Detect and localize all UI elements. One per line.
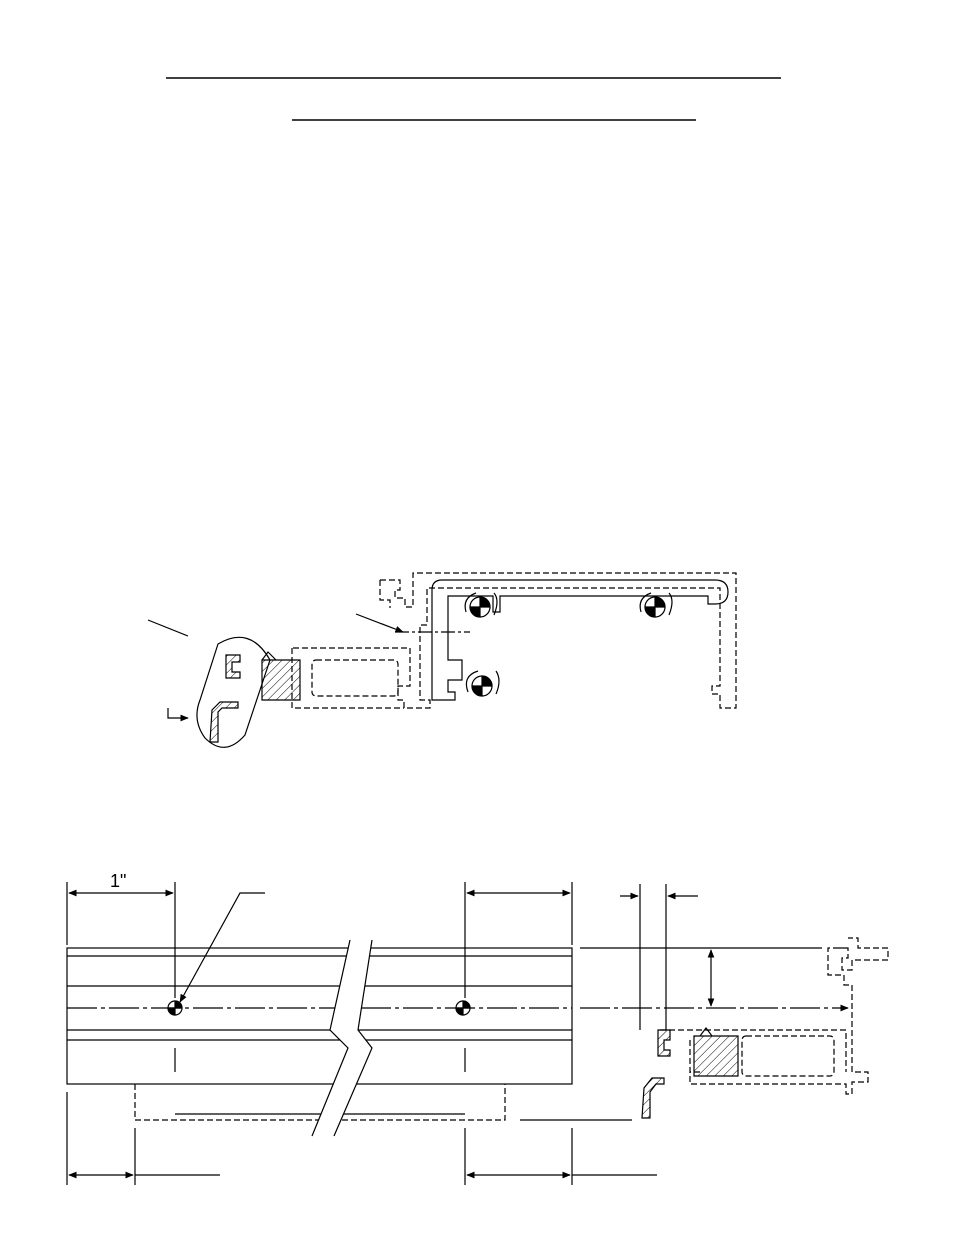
detail-thermal-lip	[700, 1028, 712, 1036]
fastener-2-q1	[463, 1001, 470, 1008]
boss-quadrant-1	[480, 597, 490, 607]
detail-hatched-angle-lower	[642, 1078, 664, 1118]
boss-quadrant-2	[655, 597, 665, 607]
fastener-1-q2	[168, 1008, 175, 1015]
dashed-frame-inner	[380, 580, 390, 608]
boss-quadrant-2b	[645, 607, 655, 617]
break-line	[312, 940, 372, 1136]
leader-line-frame	[356, 614, 403, 632]
plan-view	[67, 882, 848, 1185]
leader-line-lower	[168, 708, 188, 718]
fastener-1-q1	[175, 1001, 182, 1008]
detail-hatched-profile	[226, 655, 240, 678]
leader-line-upper	[148, 620, 188, 636]
dashed-channel	[312, 660, 398, 696]
header-rules	[166, 78, 781, 120]
boss-quadrant-3b	[472, 686, 482, 696]
detail-hatched-snap	[658, 1030, 670, 1056]
detail-thermal-break	[694, 1036, 738, 1076]
section-view	[148, 573, 736, 747]
boss-quadrant-3	[482, 676, 492, 686]
dashed-bottom	[292, 648, 404, 708]
mullion-bar	[67, 948, 572, 1084]
detail-hatched-angle	[210, 702, 238, 742]
edge-detail	[620, 884, 888, 1118]
detail-callout-oval	[197, 637, 270, 747]
detail-dashed-channel	[742, 1036, 834, 1076]
dimension-label-1-inch: 1"	[110, 871, 127, 891]
fastener-2-q2	[456, 1008, 463, 1015]
boss-quadrant-1b	[470, 607, 480, 617]
